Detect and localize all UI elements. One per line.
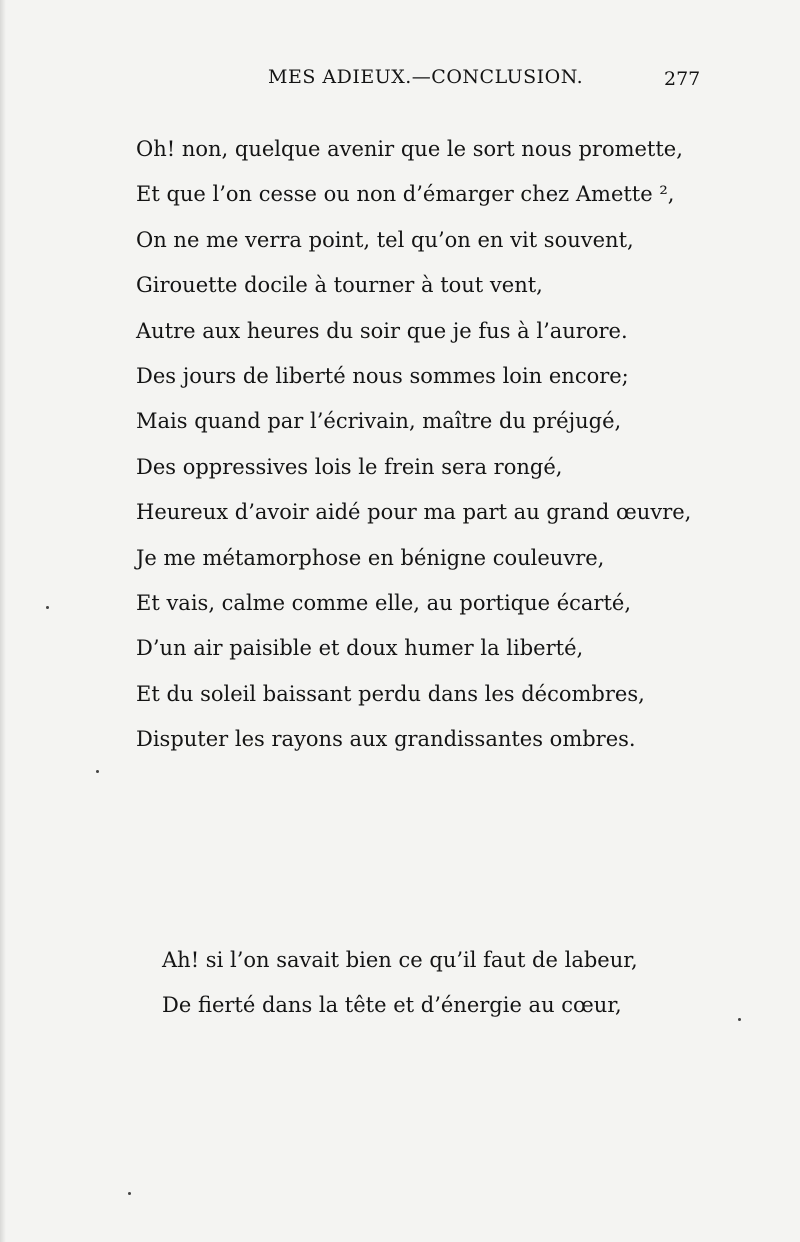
verse-line: Ah! si l’on savait bien ce qu’il faut de labeur, xyxy=(162,948,638,972)
ink-speck xyxy=(46,606,49,609)
ink-speck xyxy=(96,770,99,773)
running-title: MES ADIEUX.—CONCLUSION. xyxy=(268,66,584,88)
poem-stanza-one xyxy=(136,127,716,762)
verse-line: Oh! non, quelque avenir que le sort nous promette, xyxy=(136,137,683,161)
verse-line: Des oppressives lois le frein sera rongé, xyxy=(136,454,563,479)
verse-line: Des jours de liberté nous sommes loin encore; xyxy=(136,363,629,388)
verse-line: Heureux d’avoir aidé pour ma part au grand œuvre, xyxy=(136,500,692,525)
verse-line: Girouette docile à tourner à tout vent, xyxy=(136,273,543,298)
ink-speck xyxy=(128,1192,131,1195)
page-number: 277 xyxy=(664,68,701,90)
verse-line: Et que l’on cesse ou non d’émarger chez Amette ², xyxy=(136,182,675,207)
verse-line: Autre aux heures du soir que je fus à l’aurore. xyxy=(136,318,628,343)
ink-speck xyxy=(738,1018,741,1021)
verse-line: Et vais, calme comme elle, au portique écarté, xyxy=(136,590,632,615)
verse-line: Mais quand par l’écrivain, maître du préjugé, xyxy=(136,409,622,434)
verse-line: On ne me verra point, tel qu’on en vit souvent, xyxy=(136,227,634,252)
page-header xyxy=(0,66,800,92)
verse-line: Et du soleil baissant perdu dans les décombres, xyxy=(136,681,645,706)
verse-line: Je me métamorphose en bénigne couleuvre, xyxy=(136,545,605,570)
verse-line: Disputer les rayons aux grandissantes ombres. xyxy=(136,727,636,752)
poem-stanza-two xyxy=(162,938,722,1028)
verse-line: D’un air paisible et doux humer la liberté, xyxy=(136,636,584,661)
page-edge-shadow xyxy=(0,0,6,1242)
verse-line: De fierté dans la tête et d’énergie au cœur, xyxy=(162,993,622,1017)
